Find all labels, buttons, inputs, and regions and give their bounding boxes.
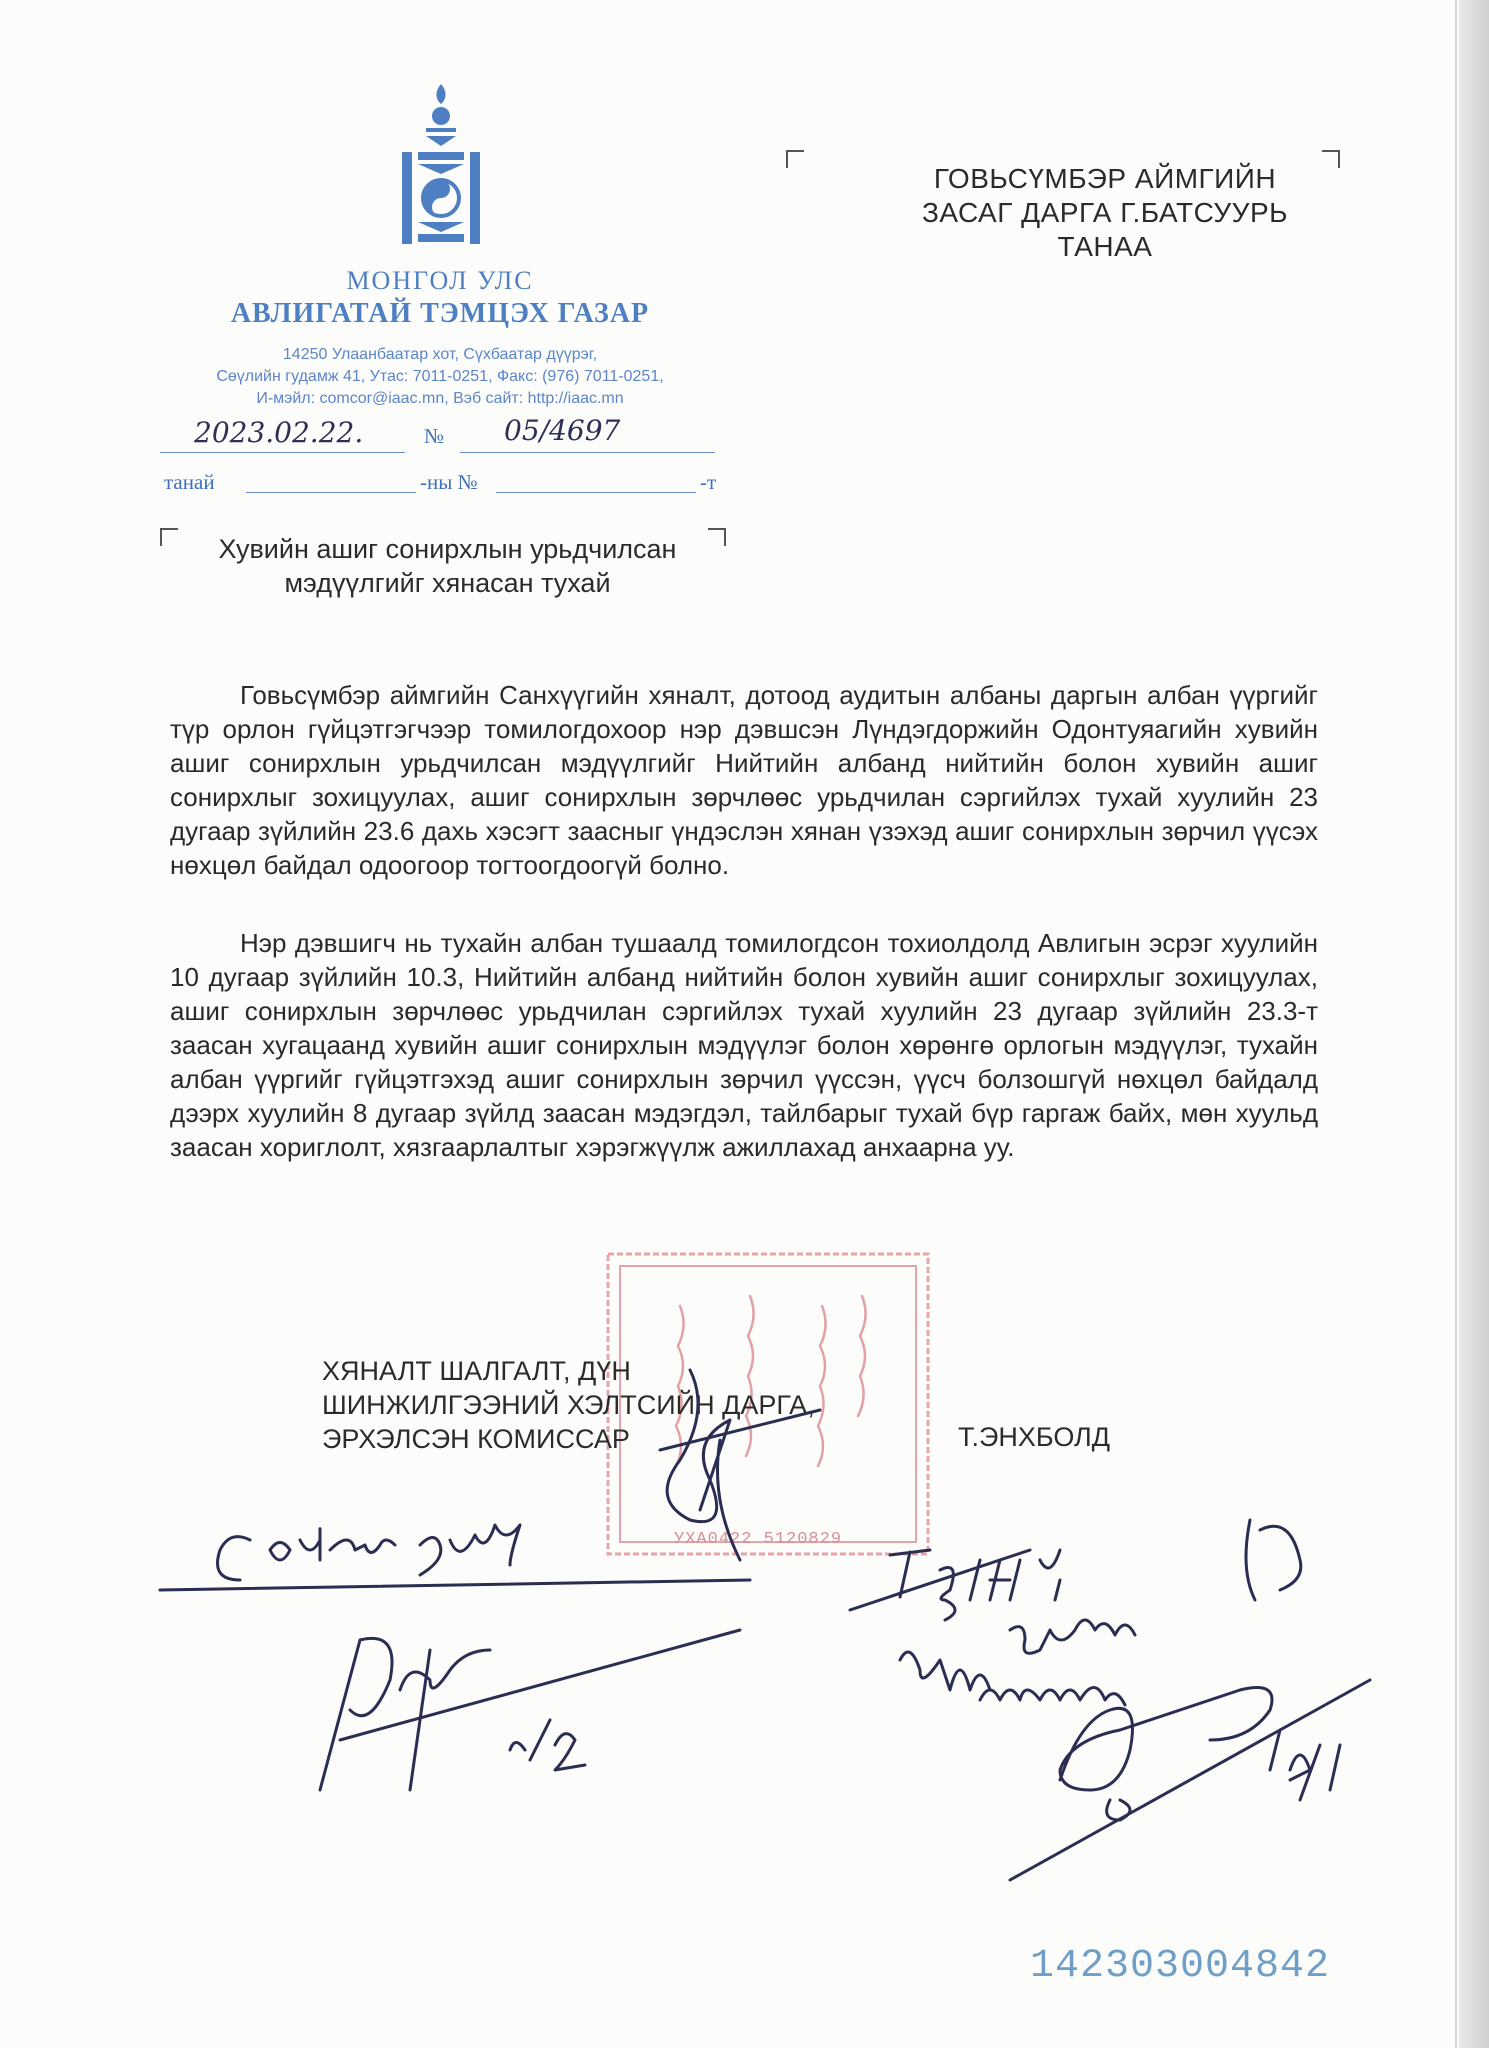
subject-line: мэдүүлгийг хянасан тухай: [284, 568, 611, 598]
issuer-country: МОНГОЛ УЛС: [346, 266, 534, 295]
recipient-line: ГОВЬСҮМБЭР АЙМГИЙН: [933, 163, 1277, 194]
your-number-underline: [496, 492, 696, 493]
number-underline: [460, 452, 715, 453]
recipient-line: ТАНАА: [1057, 231, 1153, 262]
subject-line: Хувийн ашиг сонирхлын урьдчилсан: [218, 534, 677, 564]
body-paragraph: Говьсүмбэр аймгийн Санхүүгийн хяналт, дотоод аудитын албаны даргын албан үүргийг түр орлон гүйцэтгэгчээр томилогдохоор нэр дэвшсэн Лүндэгдоржийн Одонтуяагийн хувийн ашиг сонирхлын урьдчилсан мэдүүлгийг Нийтийн албанд нийтийн болон хувийн ашиг сонирхлыг зохицуулах, ашиг сонирхлын зөрчлөөс урьдчилан сэргийлэх тухай хуулийн 23 дугаар зүйлийн 23.6 дахь хэсэгт заасныг үндэслэн хянан үзэхэд ашиг сонирхлын зөрчил үүсэх нөхцөл байдал одоогоор тогтоогдоогүй болно.: [170, 680, 1318, 880]
body-paragraph: Нэр дэвшигч нь тухайн албан тушаалд томилогдсон тохиолдолд Авлигын эсрэг хуулийн 10 дугаар зүйлийн 10.3, Нийтийн албанд нийтийн болон хувийн ашиг сонирхлыг зохицуулах, ашиг сонирхлын зөрчлөөс урьдчилан сэргийлэх тухай хуулийн 23 дугаар зүйлийн 23.3-т заасан хугацаанд хувийн ашиг сонирхлын мэдүүлэг болон хөрөнгө орлогын мэдүүлэг, тухайн албан үүргийг гүйцэтгэхэд ашиг сонирхлын зөрчил үүссэн, үүсч болзошгүй нөхцөл байдалд дээрх хуулийн 8 дугаар зүйлд заасан мэдэгдэл, тайлбарыг тухай бүр гаргаж байх, мөн хуульд заасан хориглолт, хязгаарлалтыг хэрэгжүүлж ажиллахад анхаарна уу.: [170, 928, 1318, 1162]
signatory-name: Т.ЭНХБОЛД: [958, 1422, 1111, 1452]
issuer-name: АВЛИГАТАЙ ТЭМЦЭХ ГАЗАР: [230, 298, 650, 329]
signatory-title-line: ХЯНАЛТ ШАЛГАЛТ, ДҮН: [322, 1356, 631, 1386]
letter-date: 2023.02.22.: [194, 416, 364, 449]
outgoing-reference-row: [160, 414, 715, 454]
stamp-serial: УХА0422 5120829: [674, 1530, 843, 1549]
your-date-underline: [246, 492, 416, 493]
your-number-label: -ны №: [420, 470, 478, 494]
issuer-address-line: 14250 Улаанбаатар хот, Сүхбаатар дүүрэг,: [282, 346, 598, 363]
soyombo-emblem-icon: [398, 82, 484, 250]
signatory-title-line: ЭРХЭЛСЭН КОМИССАР: [322, 1424, 630, 1454]
date-underline: [160, 452, 405, 453]
signatory-title-line: ШИНЖИЛГЭЭНИЙ ХЭЛТСИЙН ДАРГА,: [322, 1390, 815, 1420]
issuer-contact-line: И-мэйл: comcor@iaac.mn, Вэб сайт: http://iaac.mn: [256, 390, 624, 407]
suffix-label: -т: [700, 470, 717, 494]
number-sign: №: [424, 424, 445, 448]
letter-number: 05/4697: [504, 414, 621, 447]
recipient-bracket-left: [786, 150, 804, 168]
recipient-line: ЗАСАГ ДАРГА Г.БАТСУУРЬ: [921, 197, 1289, 228]
incoming-reference-row: [160, 470, 715, 500]
scan-edge: [1459, 0, 1489, 2048]
issuer-address-line: Сөүлийн гудамж 41, Утас: 7011-0251, Факс: (976) 7011-0251,: [216, 368, 664, 385]
scan-edge-line: [1455, 0, 1457, 2048]
your-label: танай: [164, 470, 215, 494]
document-barcode-number: 142303004842: [1030, 1944, 1331, 1989]
